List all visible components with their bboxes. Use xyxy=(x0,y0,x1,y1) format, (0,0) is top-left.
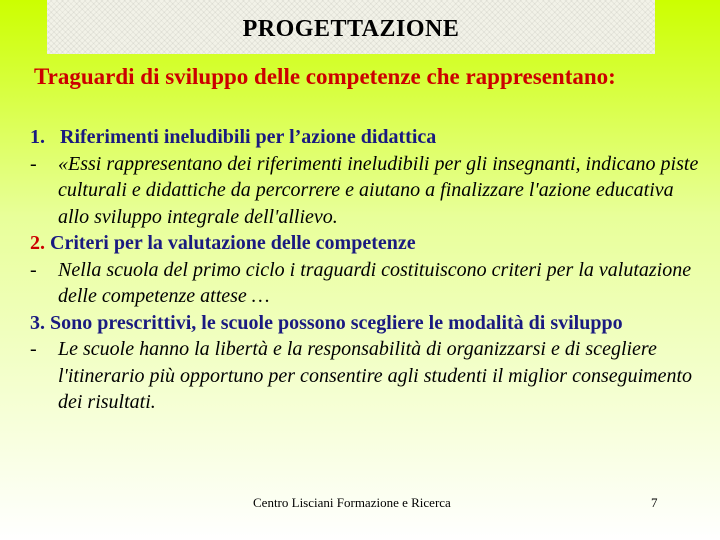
item-3-detail xyxy=(30,336,700,416)
item-2-detail xyxy=(30,257,700,310)
slide-title: PROGETTAZIONE xyxy=(242,16,460,42)
item-1-number: 1. xyxy=(30,126,45,148)
item-1-dash: - xyxy=(30,152,37,175)
item-3-dash: - xyxy=(30,338,37,360)
footer-label: Centro Lisciani Formazione e Ricerca xyxy=(253,495,451,510)
title-banner xyxy=(47,0,655,54)
item-1-label: Riferimenti ineludibili per l’azione didattica xyxy=(60,126,437,148)
slide-heading: Traguardi di sviluppo delle competenze che rappresentano: xyxy=(34,64,616,89)
item-3-number: 3. xyxy=(30,311,45,334)
item-3-text: Le scuole hanno la libertà e la responsabilità di organizzarsi e di scegliere l'itinerario più opportuno per consentire agli studenti il miglior conseguimento dei risultati. xyxy=(58,338,693,413)
slide-content xyxy=(30,124,700,416)
item-2-dash: - xyxy=(30,258,37,281)
item-1-line xyxy=(30,124,700,151)
item-2-text: Nella scuola del primo ciclo i traguardi costituiscono criteri per la valutazione delle competenze attese … xyxy=(58,258,692,307)
page-number: 7 xyxy=(651,495,658,510)
item-1-text: «Essi rappresentano dei riferimenti ineludibili per gli insegnanti, indicano piste culturali e didattiche da percorrere e aiutano a finalizzare l'azione educativa allo sviluppo integrale dell'allievo. xyxy=(58,152,699,228)
item-3-line xyxy=(30,310,700,337)
item-1-detail xyxy=(30,151,700,231)
item-2-line xyxy=(30,230,700,257)
item-2-number: 2. xyxy=(30,232,45,254)
item-2-label: Criteri per la valutazione delle competenze xyxy=(50,232,416,254)
item-3-label: Sono prescrittivi, le scuole possono scegliere le modalità di sviluppo xyxy=(50,311,623,334)
